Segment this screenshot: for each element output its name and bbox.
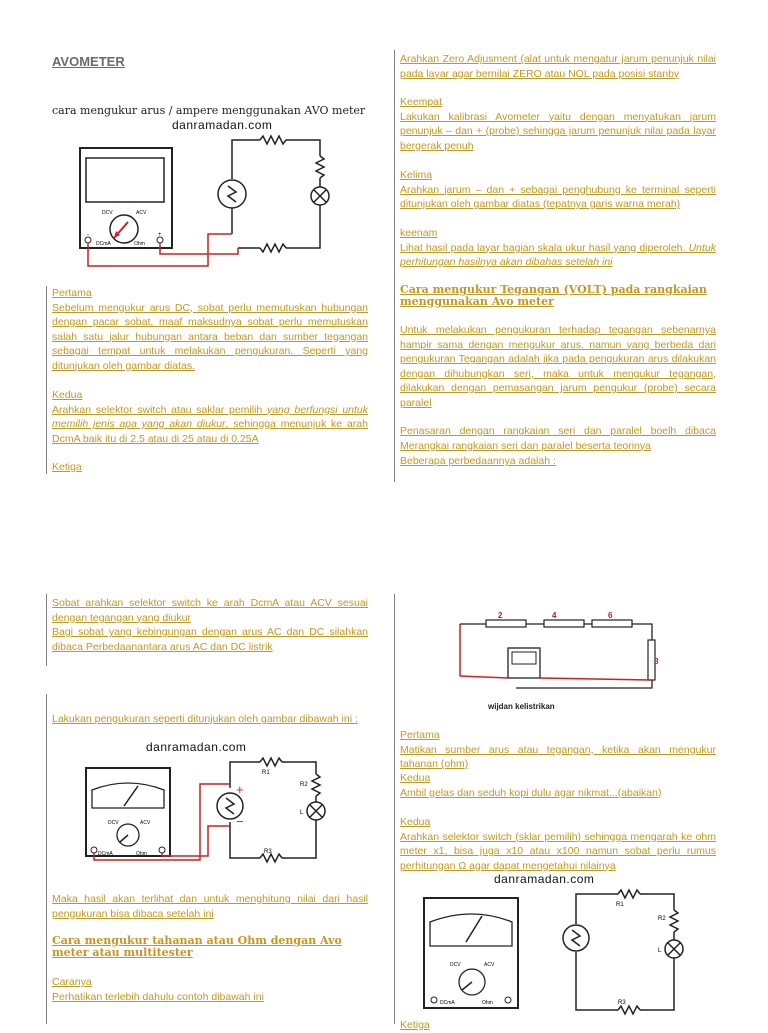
fig2-label-l: L [300,810,304,816]
col2-zero-adjust[interactable]: Arahkan Zero Adjusment (alat untuk mengatur jarum penunjuk nilai pada layar agar bernilai ZERO atau NOL pada posisi stanby [400,53,716,80]
col1-kedua-body-2: , sehingga menunjuk ke arah DcmA baik itu di 2.5 atau di 25 atau di 0.25A [52,418,368,445]
col4-ketiga-head: Ketiga [400,1019,430,1031]
fig1-label-plus: + [158,232,162,238]
volt-section-heading[interactable]: Cara mengukur Tegangan (VOLT) pada rangkaian menggunakan Avo meter [400,283,707,308]
figure-2-site: danramadan.com [146,740,247,754]
col2-penasaran[interactable]: Penasaran dengan rangkaian seri dan paralel boelh dibaca Merangkai rangkaian seri dan paralel beserta teorinya [400,425,716,452]
fig1-label-ohm: Ohm [134,241,145,247]
column-divider-bottom-left-2 [46,694,47,1024]
fig4-label-l: L [658,948,662,954]
fig4-label-r3: R3 [618,1000,626,1006]
col1-pertama-head: Pertama [52,287,92,299]
col3-lakukan[interactable]: Lakukan pengukuran seperti ditunjukan oleh gambar dibawah ini : [52,713,358,725]
fig3-label-8: 8 [654,657,659,666]
fig1-label-dcv: DCV [102,210,113,216]
figure-1-caption: cara mengukur arus / ampere menggunakan AVO meter [52,104,366,117]
fig2-label-dcv: DCV [108,820,119,826]
col2-keenam-body-italic: Untuk perhitungan hasilnya akan dibahas setelah ini [400,241,716,268]
col1-kedua-body-italic: yang berfungsi untuk memilih jenis apa yang akan diukur [52,403,368,430]
figure-1-site: danramadan.com [172,118,273,132]
col3-maka[interactable]: Maka hasil akan terlihat dan untuk menghitung nilai dari hasil pengukuran bisa dibaca setelah ini [52,893,368,920]
page-title: AVOMETER [52,54,125,69]
col4-pertama-head: Pertama [400,729,440,741]
fig4-label-r2: R2 [658,916,666,922]
fig2-label-minus: − [236,814,244,829]
col4-kedua2-body[interactable]: Arahkan selektor switch (sklar pemilih) sehingga mengarah ke ohm meter x1, bisa juga x10 atau x100 namun sobat perlu rumus perhitungan Ω agar dapat mengetahui nilainya [400,830,716,872]
col1-kedua-body[interactable] [52,403,368,447]
ohm-section-heading[interactable]: Cara mengukur tahanan atau Ohm dengan Avo meter atau multitester [52,934,342,959]
col2-keenam-head: keenam [400,227,438,239]
col2-volt-body[interactable]: Untuk melakukan pengukuran terhadap tegangan sebenarnya hampir sama dengan mengukur arus. namun yang berbeda dari pengukuran Tegangan adalah jika pada pengukuran arus dilakukan dengan dihubungkan seri, maka untuk mengukur tegangan, dilakukan dengan pemasangan jarum pengukur (probe) secara paralel [400,324,716,409]
col1-ketiga-head: Ketiga [52,461,82,473]
column-divider-top-left [46,286,47,474]
col1-pertama [52,286,368,373]
col2-keenam-body[interactable] [400,241,716,270]
fig2-label-r1: R1 [262,770,270,776]
fig3-label-4: 4 [552,611,557,620]
fig4-label-dcma: DCmA [440,1000,455,1006]
col3-sobat-arahkan[interactable]: Sobat arahkan selektor switch ke arah DcmA atau ACV sesuai dengan tegangan yang diukur [52,597,368,624]
fig4-label-ohm: Ohm [482,1000,493,1006]
fig2-label-acv: ACV [140,820,151,826]
col2-perbedaan[interactable]: Beberapa perbedaannya adalah : [400,455,556,467]
col1-kedua-body-1: Arahkan selektor switch atau saklar pemilih [52,403,267,416]
column-divider-bottom-left-1 [46,594,47,666]
col2-keempat-head: Keempat [400,96,443,108]
fig1-label-minus: - [87,232,89,238]
fig3-caption: wijdan kelistrikan [488,702,555,711]
column-divider-bottom-mid [394,594,395,1024]
col4-kedua1-head: Kedua [400,772,431,784]
fig3-label-6: 6 [608,611,613,620]
figure-2-voltmeter-circuit [84,756,338,864]
fig4-label-acv: ACV [484,962,495,968]
fig2-label-ohm: Ohm [136,851,147,857]
col2-keenam-body-1: Lihat hasil pada layar bagian skala ukur hasil yang diperoleh. [400,241,689,254]
col4-kedua2-head: Kedua [400,816,431,828]
figure-4-site: danramadan.com [494,872,595,886]
col2-keempat-body[interactable]: Lakukan kalibrasi Avometer yaitu dengan menyatukan jarum penunjuk – dan + (probe) sehingga jarum penunjuk nilai pada layar bergerak penuh [400,110,716,152]
col4-pertama-body[interactable]: Matikan sumber arus atau tegangan, ketika akan mengukur tahanan (ohm) [400,743,716,770]
col3-caranya-body[interactable]: Perhatikan terlebih dahulu contoh dibawah ini [52,990,264,1003]
fig2-label-r3: R3 [264,849,272,855]
col2-keenam [400,226,716,270]
col4-kedua-1 [400,771,716,800]
fig2-label-plus: + [236,782,244,797]
col2-kelima-head: Kelima [400,169,433,181]
figure-4-ohmmeter-circuit [422,886,690,1016]
figure-3-resistor-circuit [456,608,662,718]
col4-kedua-2 [400,815,716,873]
col4-kedua1-body[interactable]: Ambil gelas dan seduh kopi dulu agar nikmat...(abaikan) [400,786,662,799]
col3-caranya [52,975,368,1004]
column-divider-top-mid [394,50,395,482]
col3-bagi-sobat[interactable]: Bagi sobat yang kebingungan dengan arus AC dan DC silahkan dibaca Perbedaanantara arus AC dan DC listrik [52,626,368,653]
col4-pertama [400,728,716,772]
fig1-label-acv: ACV [136,210,147,216]
fig4-label-r1: R1 [616,902,624,908]
col1-kedua-head: Kedua [52,389,83,401]
col2-keempat [400,95,716,153]
col2-kelima [400,168,716,212]
fig1-label-dcma: DCmA [96,241,111,247]
col3-caranya-head: Caranya [52,976,92,988]
col2-kelima-body[interactable]: Arahkan jarum – dan + sebagai penghubung ke terminal seperti ditunjukan oleh gambar diatas (tepatnya garis warna merah) [400,183,716,210]
fig2-label-r2: R2 [300,782,308,788]
fig4-label-dcv: DCV [450,962,461,968]
fig2-label-dcma: DCmA [98,851,113,857]
fig3-label-2: 2 [498,611,503,620]
col1-pertama-body[interactable]: Sebelum mengukur arus DC, sobat perlu memutuskan hubungan dengan pacar sobat, maaf maksudnya sobat perlu memutuskan salah satu jalur hubungan antara beban dan sumber tegangan sebagai tempat untuk melakukan pengukuran. Seperti yang ditunjukan oleh gambar diatas. [52,301,368,372]
figure-1-ammeter-circuit [78,134,340,270]
col1-kedua [52,388,368,446]
